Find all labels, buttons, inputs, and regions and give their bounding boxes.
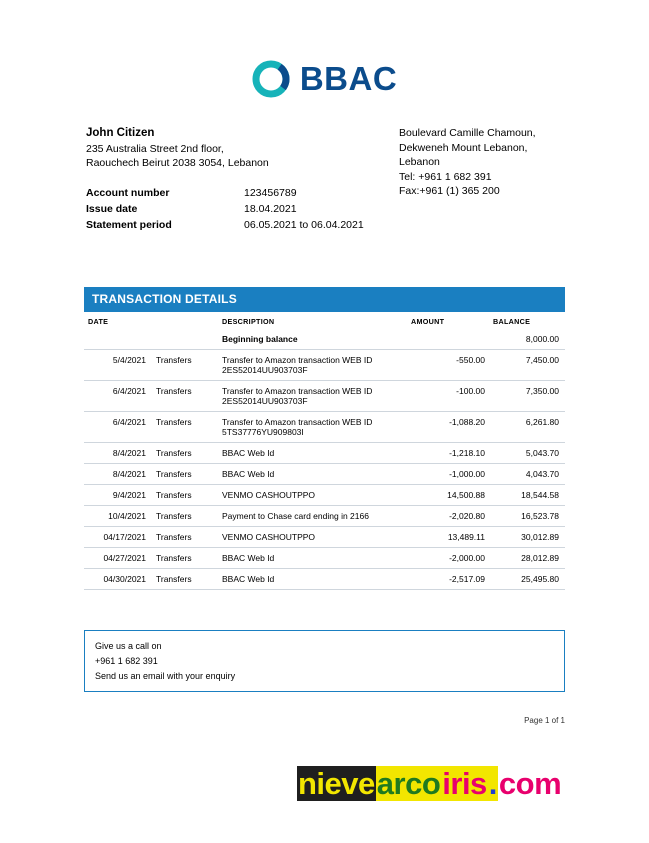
row-balance: 30,012.89 [489, 527, 565, 548]
table-row [84, 569, 565, 590]
table-row [84, 350, 565, 381]
row-amount: -1,218.10 [407, 443, 489, 464]
bank-phone: Tel: +961 1 682 391 [399, 170, 492, 183]
row-date: 6/4/2021 [84, 381, 152, 412]
row-date: 04/30/2021 [84, 569, 152, 590]
row-date: 04/27/2021 [84, 548, 152, 569]
header-date: DATE [88, 317, 109, 326]
contact-phone: +961 1 682 391 [95, 656, 158, 666]
table-row [84, 381, 565, 412]
row-description: VENMO CASHOUTPPO [218, 527, 407, 548]
row-type: Transfers [152, 506, 218, 527]
statement-period-value: 06.05.2021 to 06.04.2021 [244, 219, 364, 231]
row-balance: 7,350.00 [489, 381, 565, 412]
row-balance: 25,495.80 [489, 569, 565, 590]
contact-call-label: Give us a call on [95, 641, 162, 651]
row-date: 10/4/2021 [84, 506, 152, 527]
account-number-label: Account number [86, 187, 170, 199]
row-description-line2: 5TS37776YU909803I [222, 427, 304, 437]
row-amount: -550.00 [407, 350, 489, 381]
row-type: Transfers [152, 527, 218, 548]
row-description: VENMO CASHOUTPPO [218, 485, 407, 506]
row-description: BBAC Web Id [218, 548, 407, 569]
row-description: BBAC Web Id [218, 443, 407, 464]
row-amount: -2,517.09 [407, 569, 489, 590]
row-type: Transfers [152, 412, 218, 443]
watermark-part-4: . [488, 766, 497, 801]
row-type: Transfers [152, 569, 218, 590]
row-description-line2: 2ES52014UU903703F [222, 396, 308, 406]
beginning-type [152, 329, 218, 350]
watermark-part-2: arco [376, 766, 441, 801]
row-date: 5/4/2021 [84, 350, 152, 381]
contact-box [84, 630, 565, 692]
row-date: 6/4/2021 [84, 412, 152, 443]
header-type [152, 312, 218, 329]
row-description: BBAC Web Id [218, 464, 407, 485]
row-amount: 13,489.11 [407, 527, 489, 548]
beginning-balance-row [84, 329, 565, 350]
table-row [84, 506, 565, 527]
table-row [84, 527, 565, 548]
table-row [84, 485, 565, 506]
row-description [218, 412, 407, 443]
bank-fax: Fax:+961 (1) 365 200 [399, 185, 500, 197]
beginning-amount [407, 329, 489, 350]
row-type: Transfers [152, 485, 218, 506]
row-type: Transfers [152, 464, 218, 485]
row-type: Transfers [152, 381, 218, 412]
row-amount: -100.00 [407, 381, 489, 412]
row-description-line1: Transfer to Amazon transaction WEB ID [222, 386, 373, 396]
watermark-part-5: com [498, 766, 562, 801]
row-amount: -1,088.20 [407, 412, 489, 443]
row-date: 8/4/2021 [84, 443, 152, 464]
header-balance: BALANCE [493, 317, 531, 326]
row-description-line2: 2ES52014UU903703F [222, 365, 308, 375]
table-row [84, 443, 565, 464]
row-balance: 6,261.80 [489, 412, 565, 443]
row-description-line1: Transfer to Amazon transaction WEB ID [222, 355, 373, 365]
row-description: BBAC Web Id [218, 569, 407, 590]
account-number-row [86, 185, 506, 201]
row-balance: 18,544.58 [489, 485, 565, 506]
issue-date-label: Issue date [86, 203, 138, 215]
watermark [297, 766, 562, 802]
row-type: Transfers [152, 548, 218, 569]
row-amount: -1,000.00 [407, 464, 489, 485]
logo-text: BBAC [299, 60, 398, 97]
row-balance: 7,450.00 [489, 350, 565, 381]
row-date: 8/4/2021 [84, 464, 152, 485]
row-date: 04/17/2021 [84, 527, 152, 548]
table-row [84, 464, 565, 485]
row-amount: 14,500.88 [407, 485, 489, 506]
row-type: Transfers [152, 350, 218, 381]
row-amount: -2,020.80 [407, 506, 489, 527]
transaction-details-title: TRANSACTION DETAILS [84, 287, 565, 312]
customer-address-line-2: Raouchech Beirut 2038 3054, Lebanon [86, 157, 269, 169]
row-balance: 16,523.78 [489, 506, 565, 527]
row-balance: 5,043.70 [489, 443, 565, 464]
bank-address-line-3: Lebanon [399, 156, 440, 168]
beginning-date [84, 329, 152, 350]
customer-name: John Citizen [86, 127, 155, 139]
statement-period-label: Statement period [86, 219, 172, 231]
customer-address-block [86, 126, 386, 170]
page-number: Page 1 of 1 [524, 716, 565, 725]
watermark-part-1: nieve [298, 766, 375, 801]
row-balance: 4,043.70 [489, 464, 565, 485]
transaction-details-section [84, 287, 565, 590]
account-info-block [86, 185, 506, 233]
contact-email-label: Send us an email with your enquiry [95, 671, 236, 681]
row-description-line1: Transfer to Amazon transaction WEB ID [222, 417, 373, 427]
bank-address-line-2: Dekweneh Mount Lebanon, [399, 141, 528, 154]
row-type: Transfers [152, 443, 218, 464]
issue-date-value: 18.04.2021 [244, 203, 297, 215]
beginning-balance-value: 8,000.00 [489, 329, 565, 350]
issue-date-row [86, 201, 506, 217]
table-header-row [84, 312, 565, 329]
header-amount: AMOUNT [411, 317, 445, 326]
row-description [218, 381, 407, 412]
transactions-table [84, 312, 565, 590]
teal-ring-icon [252, 60, 290, 98]
row-description: Payment to Chase card ending in 2166 [218, 506, 407, 527]
row-balance: 28,012.89 [489, 548, 565, 569]
header-description: DESCRIPTION [222, 317, 275, 326]
transactions-table-body [84, 329, 565, 590]
row-date: 9/4/2021 [84, 485, 152, 506]
beginning-balance-label: Beginning balance [218, 329, 407, 350]
bank-address-line-1: Boulevard Camille Chamoun, [399, 127, 536, 139]
brand-logo [0, 60, 649, 98]
customer-address-line-1: 235 Australia Street 2nd floor, [86, 143, 224, 155]
table-row [84, 548, 565, 569]
row-description [218, 350, 407, 381]
table-row [84, 412, 565, 443]
account-number-value: 123456789 [244, 187, 297, 199]
watermark-part-3: iris [442, 766, 487, 801]
row-amount: -2,000.00 [407, 548, 489, 569]
statement-period-row [86, 217, 506, 233]
